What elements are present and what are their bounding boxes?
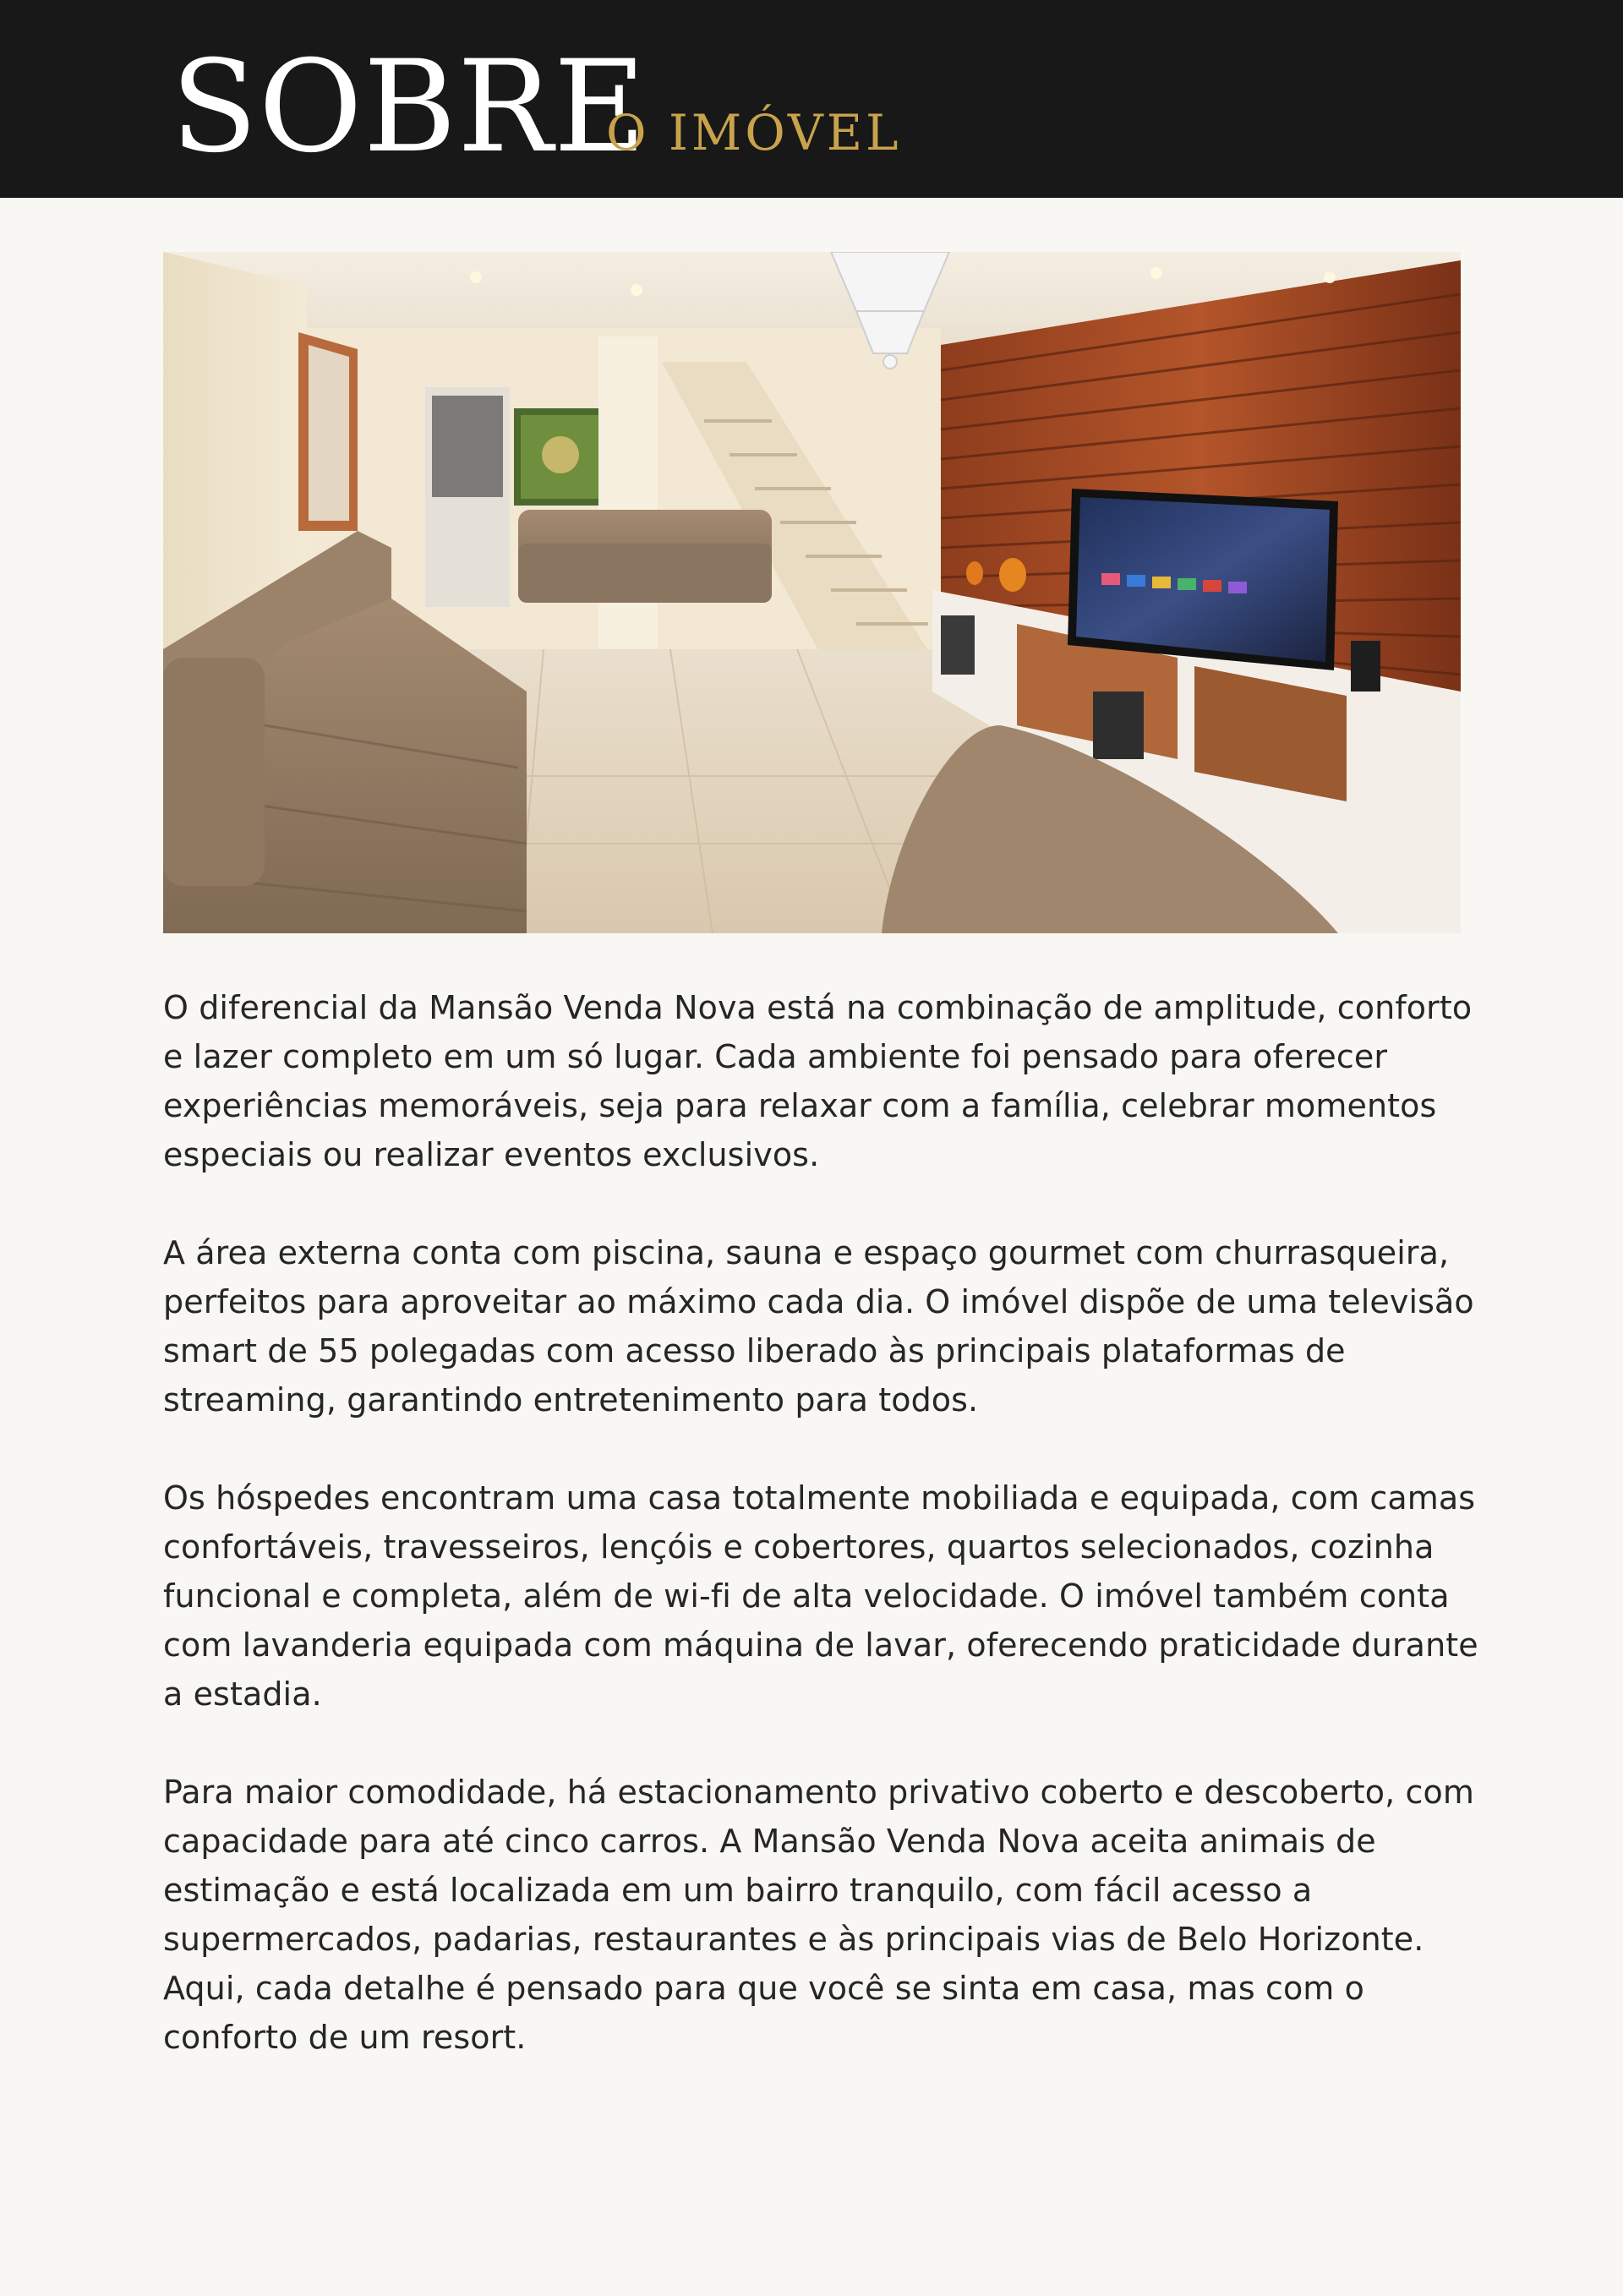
page-title: SOBRE (171, 34, 648, 181)
paragraph-2: A área externa conta com piscina, sauna e espaço gourmet com churrasqueira, perfeitos para aproveitar ao máximo cada dia. O imóvel dispõe de uma televisão smart de 55 polegadas com acesso liberado às principais plataformas de streaming, garantindo entretenimento para todos. (163, 1234, 1474, 1419)
paragraph-4: Para maior comodidade, há estacionamento privativo coberto e descoberto, com capacidade para até cinco carros. A Mansão Venda Nova aceita animais de estimação e está localizada em um bairro tranquilo, com fácil acesso a supermercados, padarias, restaurantes e às principais vias de Belo Horizonte. Aqui, cada detalhe é pensado para que você se sinta em casa, mas com o conforto de um resort. (163, 1774, 1474, 2056)
paragraph-1: O diferencial da Mansão Venda Nova está na combinação de amplitude, conforto e lazer completo em um só lugar. Cada ambiente foi pensado para oferecer experiências memoráveis, seja para relaxar com a família, celebrar momentos especiais ou realizar eventos exclusivos. (163, 989, 1473, 1173)
paragraph-3: Os hóspedes encontram uma casa totalmente mobiliada e equipada, com camas confortáveis, travesseiros, lençóis e cobertores, quartos selecionados, cozinha funcional e completa, além de wi-fi de alta velocidade. O imóvel também conta com lavanderia equipada com máquina de lavar, oferecendo praticidade durante a estadia. (163, 1479, 1478, 1713)
living-room-photo (163, 252, 1461, 933)
page-subtitle: O IMÓVEL (606, 104, 902, 161)
header-band (0, 0, 1623, 198)
description-text (163, 983, 1482, 2111)
